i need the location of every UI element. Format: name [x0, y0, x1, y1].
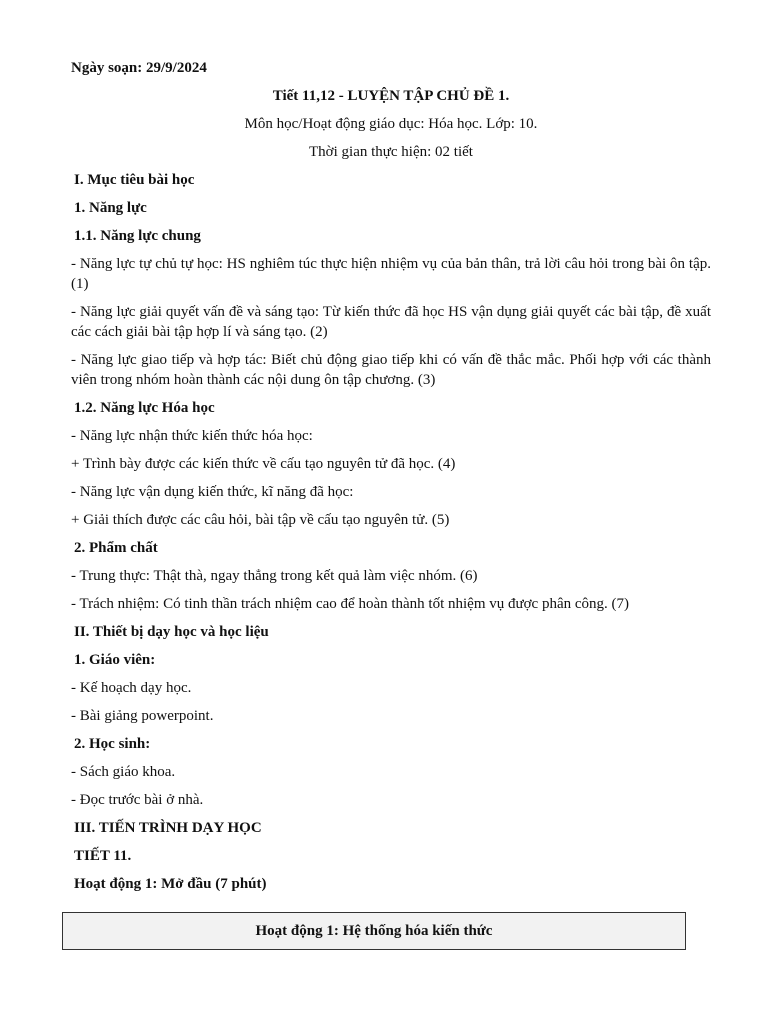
general-item-2: - Năng lực giải quyết vấn đề và sáng tạo: Từ kiến thức đã học HS vận dụng giải quyết các bài tập, đề xuất các cách giải bài tập hợp lí và sáng tạo. (2)	[71, 304, 711, 340]
general-item-3: - Năng lực giao tiếp và hợp tác: Biết chủ động giao tiếp khi có vấn đề thắc mắc. Phối hợp với các thành viên trong nhóm hoàn thành các nội dung ôn tập chương. (3)	[71, 352, 711, 388]
subject-line: Môn học/Hoạt động giáo dục: Hóa học. Lớp: 10.	[244, 116, 538, 132]
chem-competency-heading: 1.2. Năng lực Hóa học	[74, 400, 215, 416]
teacher-item-1: - Kế hoạch dạy học.	[71, 680, 192, 696]
document-page	[71, 58, 711, 902]
competency-heading: 1. Năng lực	[74, 200, 147, 216]
activity-box	[62, 912, 686, 950]
general-item-1: - Năng lực tự chủ tự học: HS nghiêm túc thực hiện nhiệm vụ của bản thân, trả lời câu hỏi trong bài ôn tập. (1)	[71, 256, 711, 292]
section-1-heading: I. Mục tiêu bài học	[74, 172, 195, 188]
lesson-title: Tiết 11,12 - LUYỆN TẬP CHỦ ĐỀ 1.	[272, 88, 510, 104]
chem-item-2: + Trình bày được các kiến thức về cấu tạo nguyên tử đã học. (4)	[71, 456, 456, 472]
quality-heading: 2. Phẩm chất	[74, 540, 158, 556]
teacher-item-2: - Bài giảng powerpoint.	[71, 708, 214, 724]
section-3-heading: III. TIẾN TRÌNH DẠY HỌC	[74, 820, 262, 836]
quality-item-1: - Trung thực: Thật thà, ngay thẳng trong kết quả làm việc nhóm. (6)	[71, 568, 478, 584]
activity-box-title: Hoạt động 1: Hệ thống hóa kiến thức	[255, 922, 493, 939]
chem-item-3: - Năng lực vận dụng kiến thức, kĩ năng đã học:	[71, 484, 354, 500]
chem-item-4: + Giải thích được các câu hỏi, bài tập về cấu tạo nguyên tử. (5)	[71, 512, 450, 528]
lesson-11-heading: TIẾT 11.	[74, 848, 132, 864]
student-item-2: - Đọc trước bài ở nhà.	[71, 792, 204, 808]
section-2-heading: II. Thiết bị dạy học và học liệu	[74, 624, 269, 640]
duration-line: Thời gian thực hiện: 02 tiết	[309, 144, 473, 160]
student-item-1: - Sách giáo khoa.	[71, 764, 176, 780]
general-competency-heading: 1.1. Năng lực chung	[74, 228, 201, 244]
prep-date: Ngày soạn: 29/9/2024	[71, 60, 207, 76]
activity-1-heading: Hoạt động 1: Mở đầu (7 phút)	[74, 876, 267, 892]
student-heading: 2. Học sinh:	[74, 736, 151, 752]
quality-item-2: - Trách nhiệm: Có tinh thần trách nhiệm cao để hoàn thành tốt nhiệm vụ được phân công. (7)	[71, 596, 630, 612]
chem-item-1: - Năng lực nhận thức kiến thức hóa học:	[71, 428, 313, 444]
teacher-heading: 1. Giáo viên:	[74, 652, 156, 668]
